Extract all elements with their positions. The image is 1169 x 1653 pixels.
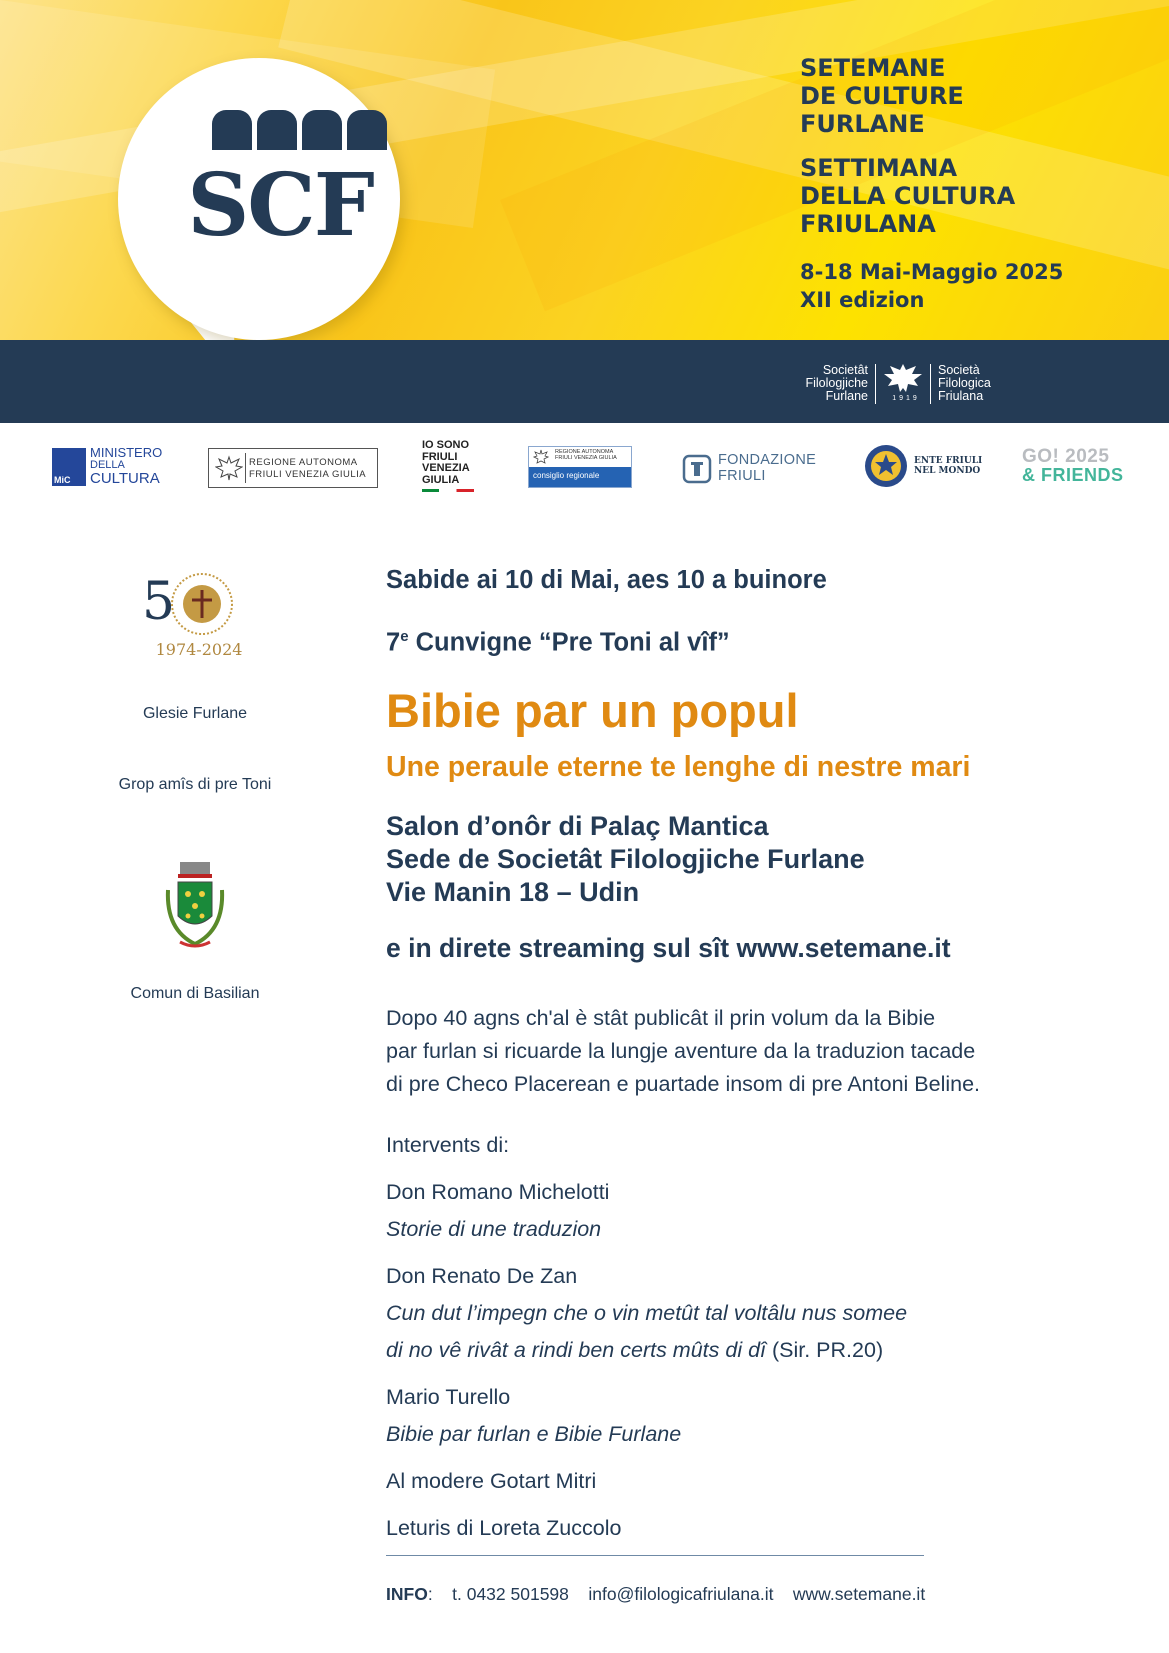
fifty-digit: 5 xyxy=(142,572,176,632)
divider xyxy=(875,364,876,404)
speaker-name: Don Renato De Zan xyxy=(386,1264,578,1288)
society-year: 1919 xyxy=(892,395,920,402)
event-subtitle: Une peraule eterne te lenghe di nestre mari xyxy=(386,751,971,783)
event-description: Dopo 40 agns ch'al è stât publicât il prin volum da la Bibie par furlan si ricuarde la lungje aventure da la traduzion tacade di pre Checo Placerean e puartade insom di pre Antoni Beline. xyxy=(386,1006,981,1096)
italian-flag-stripe xyxy=(422,489,474,492)
speaker-name: Don Romano Michelotti xyxy=(386,1180,610,1204)
io-sono-fvg-logo: IO SONO FRIULI VENEZIA GIULIA xyxy=(422,439,470,486)
eagle-icon xyxy=(215,454,243,482)
event-title: Bibie par un popul xyxy=(386,684,799,737)
readings: Leturis di Loreta Zuccolo xyxy=(386,1516,622,1540)
seal-icon xyxy=(864,444,908,488)
organizer-comun-basilian: Comun di Basilian xyxy=(130,985,260,1002)
talk-title-continued: di no vê rivât a rindi ben certs mûts di dî (Sir. PR.20) xyxy=(386,1338,884,1362)
organizer-glesie-furlane: Glesie Furlane xyxy=(142,705,248,722)
footer-divider xyxy=(386,1555,924,1556)
interventions-label: Intervents di: xyxy=(386,1133,510,1157)
society-name-italian: Società Filologica Friulana xyxy=(938,363,991,403)
organizer-grop-amis: Grop amîs di pre Toni xyxy=(118,776,272,793)
divider xyxy=(930,364,931,404)
speaker-name: Mario Turello xyxy=(386,1385,511,1409)
title-furlan: SETEMANE DE CULTURE FURLANE xyxy=(800,54,964,138)
scf-logo xyxy=(160,100,373,260)
mic-badge: MiC xyxy=(52,448,86,486)
consiglio-regionale-logo: REGIONE AUTONOMA FRIULI VENEZIA GIULIA consiglio regionale xyxy=(528,446,632,488)
phone: t. 0432 501598 xyxy=(452,1584,569,1604)
email-link[interactable]: info@filologicafriulana.it xyxy=(588,1584,774,1604)
arch-icon xyxy=(212,110,252,150)
logo-text: SCF xyxy=(187,155,373,256)
edition: XII edizion xyxy=(800,288,925,312)
arch-icon xyxy=(302,110,342,150)
eagle-icon xyxy=(533,449,549,465)
header-banner xyxy=(0,0,1169,340)
go-2025-logo: GO! 2025 & FRIENDS xyxy=(1022,446,1124,485)
talk-title: Cun dut l’impegn che o vin metût tal voltâlu nus somee xyxy=(386,1301,908,1325)
website-link[interactable]: www.setemane.it xyxy=(792,1584,926,1604)
conference-edition: 7e Cunvigne “Pre Toni al vîf” xyxy=(386,628,730,657)
talk-title: Storie di une traduzion xyxy=(386,1217,602,1241)
venue-address: Salon d’onôr di Palaç Mantica Sede de Societât Filologjiche Furlane Vie Manin 18 – Udin xyxy=(386,811,865,907)
event-date-time: Sabide ai 10 di Mai, aes 10 a buinore xyxy=(386,566,827,594)
comune-crest-icon xyxy=(160,860,230,950)
footer-info: INFO: t. 0432 501598 info@filologicafriulana.it www.setemane.it xyxy=(386,1584,926,1604)
arch-icon xyxy=(257,110,297,150)
moderator: Al modere Gotart Mitri xyxy=(386,1469,597,1493)
cross-medallion-icon xyxy=(170,572,234,636)
column-icon xyxy=(682,454,712,484)
glesie-furlane-50-logo xyxy=(140,570,260,666)
arch-icon xyxy=(347,110,387,150)
fondazione-friuli-logo: FONDAZIONE FRIULI xyxy=(680,450,820,490)
talk-title: Bibie par furlan e Bibie Furlane xyxy=(386,1422,682,1446)
title-italian: SETTIMANA DELLA CULTURA FRIULANA xyxy=(800,154,1016,238)
anniversary-years: 1974-2024 xyxy=(155,640,243,659)
ente-friuli-nel-mondo-logo: ENTE FRIULI NEL MONDO xyxy=(864,444,984,488)
event-dates: 8-18 Mai-Maggio 2025 xyxy=(800,260,1064,284)
ministero-cultura-logo: MiC MINISTERO DELLA CULTURA xyxy=(54,445,163,487)
regione-fvg-logo: REGIONE AUTONOMA FRIULI VENEZIA GIULIA xyxy=(208,448,378,488)
streaming-info: e in direte streaming sul sît www.setemane.it xyxy=(386,933,951,963)
society-name-furlan: Societât Filologjiche Furlane xyxy=(805,363,868,403)
